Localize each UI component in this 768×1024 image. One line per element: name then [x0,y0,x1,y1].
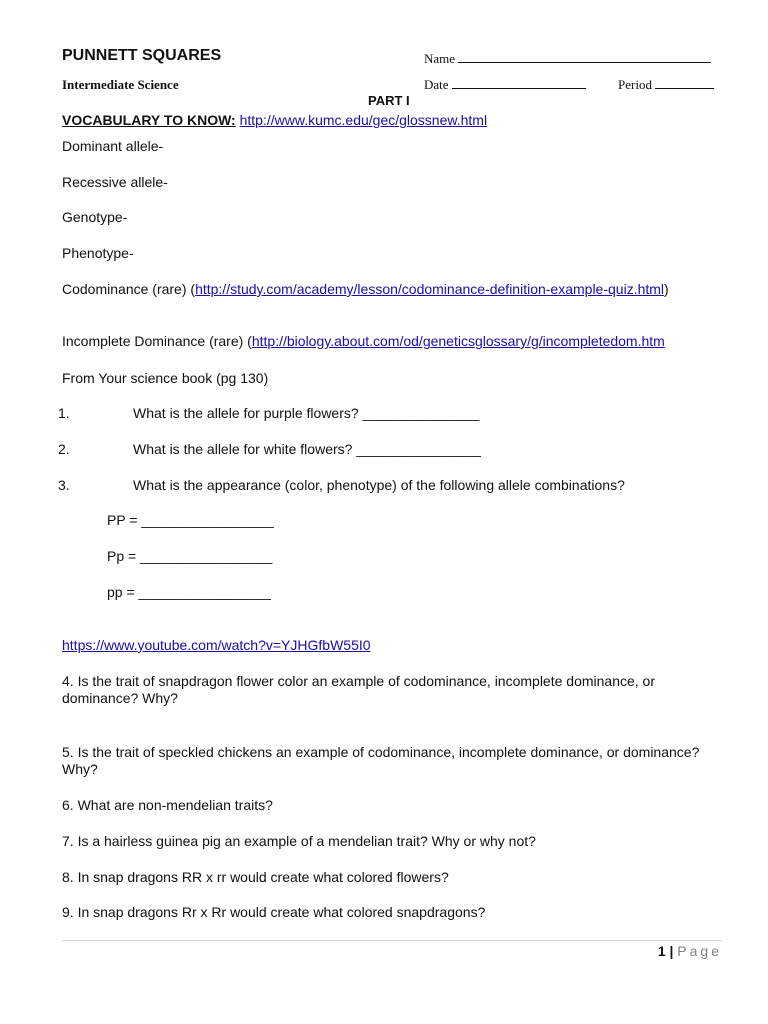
name-field [424,50,711,67]
term-dominant: Dominant allele- [62,138,164,154]
term-genotype: Genotype- [62,209,128,225]
period-field [618,76,714,93]
question-8: 8. In snap dragons RR x rr would create what colored flowers? [62,869,449,885]
question-text: What is the appearance (color, phenotype) of the following allele combinations? [133,477,625,493]
date-blank [452,76,586,89]
period-label: Period [618,77,652,92]
date-label: Date [424,77,449,92]
video-link[interactable] [62,637,371,653]
incomplete-label: Incomplete Dominance (rare) ( [62,333,252,349]
vocab-line [62,112,487,128]
question-text: What is the allele for white flowers? ________________ [133,441,481,457]
question-7: 7. Is a hairless guinea pig an example of a mendelian trait? Why or why not? [62,833,536,849]
page-label: Page [677,943,722,959]
term-recessive: Recessive allele- [62,174,168,190]
footer-divider [62,940,722,941]
term-phenotype: Phenotype- [62,245,134,261]
question-number: 2. [58,441,70,457]
part-heading: PART I [368,93,410,108]
question-5: 5. Is the trait of speckled chickens an example of codominance, incomplete dominance, or dominance? Why? [62,744,700,777]
question-4: 4. Is the trait of snapdragon flower color an example of codominance, incomplete dominance, or dominance? Why? [62,673,655,706]
vocab-heading: VOCABULARY TO KNOW: [62,112,236,128]
term-codominance [62,281,669,297]
vocab-link[interactable]: http://www.kumc.edu/gec/glossnew.html [239,112,488,128]
name-blank [458,50,711,63]
combo-pp-dominant: PP = _________________ [107,512,274,528]
video-link-text[interactable]: https://www.youtube.com/watch?v=YJHGfbW55I0 [62,637,371,653]
combo-pp-recessive: pp = _________________ [107,584,271,600]
term-incomplete-dominance [62,333,665,349]
course-subtitle: Intermediate Science [62,77,179,92]
incomplete-link[interactable]: http://biology.about.com/od/geneticsglossary/g/incompletedom.htm [251,333,665,349]
page-number: 1 [657,943,666,959]
question-6: 6. What are non-mendelian traits? [62,797,273,813]
codominance-label: Codominance (rare) ( [62,281,196,297]
page-footer [658,943,722,959]
date-field [424,76,586,93]
combo-pp-hetero: Pp = _________________ [107,548,273,564]
book-reference: From Your science book (pg 130) [62,370,269,386]
name-label: Name [424,51,456,66]
question-number: 3. [58,477,70,493]
codominance-link[interactable]: http://study.com/academy/lesson/codominance-definition-example-quiz.html [195,281,665,297]
page-separator: | [665,943,678,959]
worksheet-title: PUNNETT SQUARES [62,47,222,64]
codominance-close: ) [664,281,669,297]
question-9: 9. In snap dragons Rr x Rr would create what colored snapdragons? [62,904,486,920]
question-text: What is the allele for purple flowers? _______________ [133,405,480,421]
period-blank [655,76,714,89]
question-number: 1. [58,405,70,421]
